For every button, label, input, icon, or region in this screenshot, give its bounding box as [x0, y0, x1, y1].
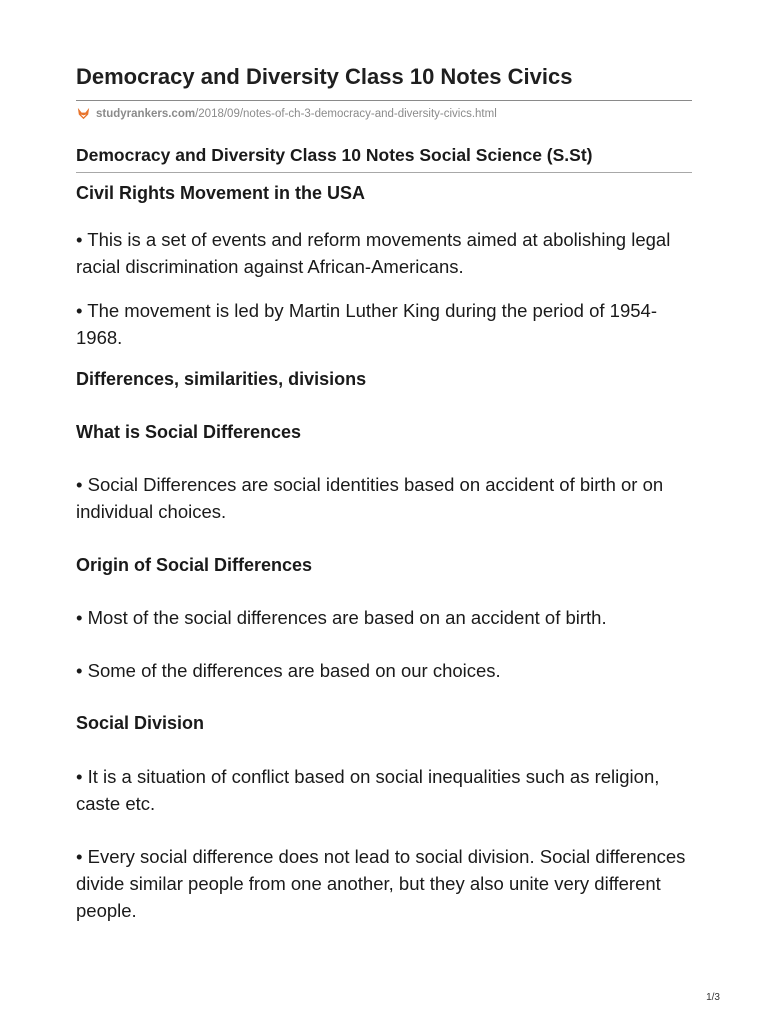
section-heading-what-is-social-differences: What is Social Differences: [76, 422, 302, 442]
title-divider: [76, 100, 692, 101]
source-domain[interactable]: studyrankers.com: [96, 107, 196, 120]
source-url[interactable]: [76, 106, 497, 121]
bullet-social-differences-1: • Social Differences are social identities based on accident of birth or on individual choices.: [76, 474, 664, 522]
page-title: Democracy and Diversity Class 10 Notes Civics: [76, 64, 573, 89]
source-path[interactable]: /2018/09/notes-of-ch-3-democracy-and-diversity-civics.html: [195, 107, 497, 120]
section-heading-origin: Origin of Social Differences: [76, 555, 313, 575]
subtitle-divider: [76, 172, 692, 173]
bullet-origin-1: • Most of the social differences are based on an accident of birth.: [76, 607, 607, 628]
page-number: 1/3: [706, 992, 720, 1003]
bullet-civil-rights-1: • This is a set of events and reform movements aimed at abolishing legal racial discrimination against African-Americans.: [76, 229, 671, 277]
section-heading-differences: Differences, similarities, divisions: [76, 369, 367, 389]
section-heading-civil-rights: Civil Rights Movement in the USA: [76, 183, 366, 203]
bullet-civil-rights-2: • The movement is led by Martin Luther King during the period of 1954-1968.: [76, 300, 657, 348]
bullet-social-division-2: • Every social difference does not lead to social division. Social differences divide similar people from one another, but they also unite very different people.: [76, 846, 686, 921]
fox-icon: [76, 106, 91, 121]
page-subtitle: Democracy and Diversity Class 10 Notes Social Science (S.St): [76, 145, 593, 165]
bullet-origin-2: • Some of the differences are based on our choices.: [76, 660, 501, 681]
bullet-social-division-1: • It is a situation of conflict based on social inequalities such as religion, caste etc.: [76, 766, 660, 814]
section-heading-social-division: Social Division: [76, 713, 205, 733]
